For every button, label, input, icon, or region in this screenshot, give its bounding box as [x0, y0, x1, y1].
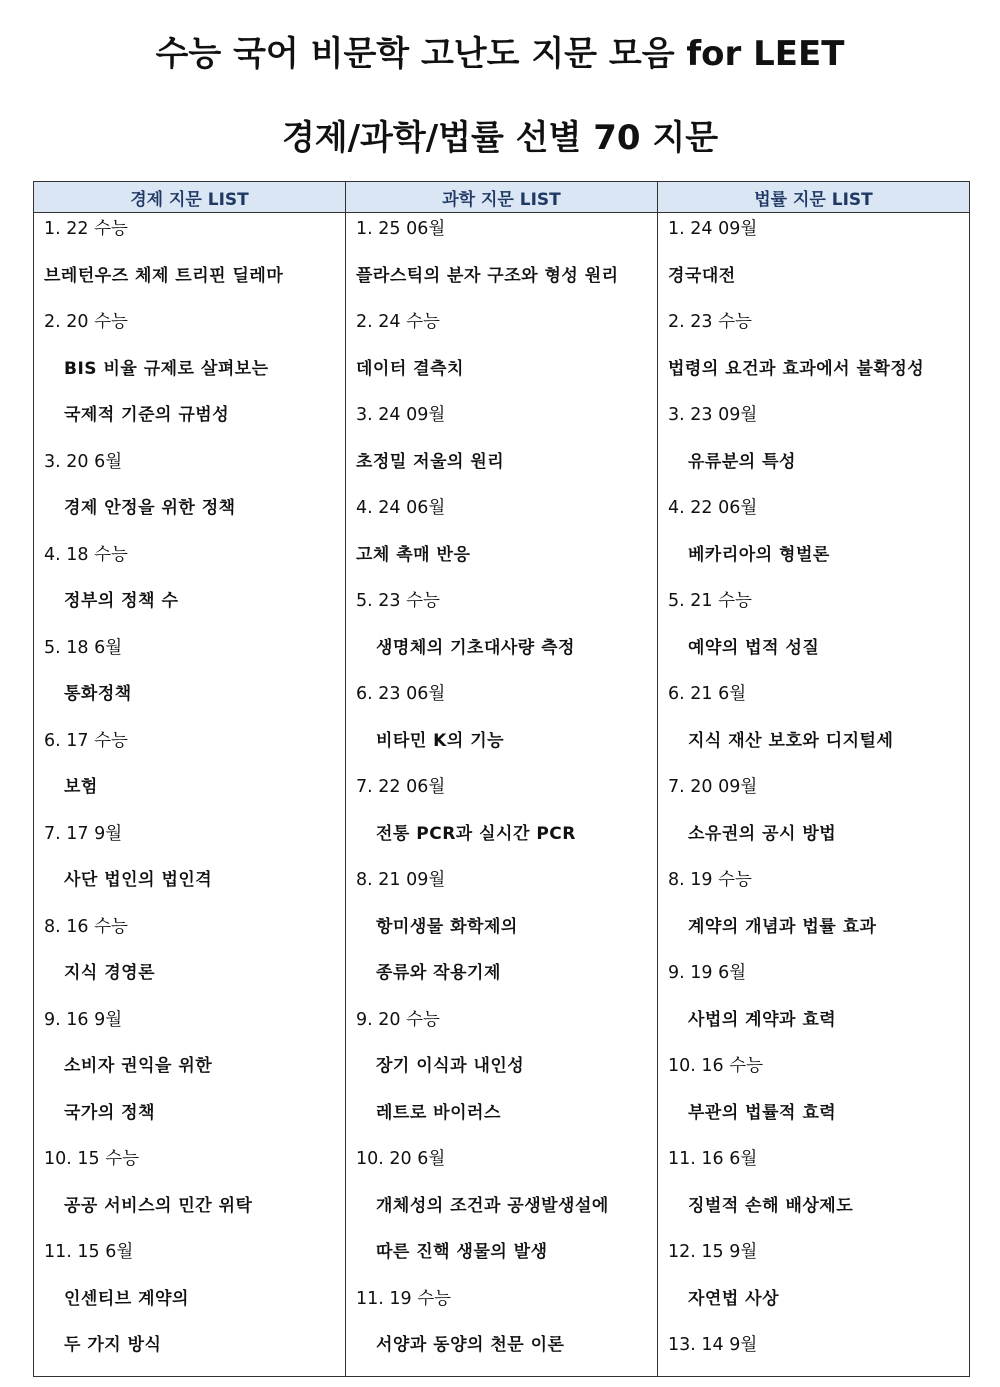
- passage-title-line: 장기 이식과 내인성: [376, 1056, 525, 1076]
- passage-title-line: 초정밀 저울의 원리: [356, 451, 505, 472]
- passage-title-line: 레트로 바이러스: [376, 1102, 501, 1123]
- passage-title-line: 자연법 사상: [688, 1288, 780, 1309]
- passage-number-line: 4. 22 06월: [668, 498, 758, 518]
- passage-title-line: 사단 법인의 법인격: [64, 870, 213, 890]
- passage-title-line: 통화정책: [64, 684, 132, 704]
- passage-number-line: 3. 20 6월: [44, 451, 123, 472]
- passage-title-line: 고체 촉매 반응: [356, 544, 471, 565]
- science-column-header: 과학 지문 LIST: [346, 182, 658, 213]
- passage-title-line: 전통 PCR과 실시간 PCR: [376, 823, 576, 844]
- economics-column: [34, 213, 346, 1377]
- passage-title-line: 항미생물 화학제의: [376, 916, 518, 937]
- passage-list-table: [33, 181, 970, 1377]
- passage-title-line: 소비자 권익을 위한: [64, 1056, 213, 1076]
- passage-title-line: 지식 경영론: [64, 963, 156, 983]
- passage-number-line: 1. 24 09월: [668, 219, 758, 239]
- economics-column-header: 경제 지문 LIST: [34, 182, 346, 213]
- document-title: 수능 국어 비문학 고난도 지문 모음 for LEET: [155, 34, 845, 74]
- passage-number-line: 11. 16 6월: [668, 1149, 758, 1169]
- passage-number-line: 5. 18 6월: [44, 637, 123, 658]
- passage-title-line: 데이터 결측치: [356, 358, 464, 379]
- passage-number-line: 5. 23 수능: [356, 591, 440, 611]
- passage-number-line: 7. 22 06월: [356, 777, 446, 797]
- passage-number-line: 2. 23 수능: [668, 312, 752, 332]
- passage-number-line: 7. 17 9월: [44, 823, 123, 844]
- passage-number-line: 6. 21 6월: [668, 684, 747, 704]
- passage-number-line: 10. 20 6월: [356, 1149, 446, 1169]
- passage-title-line: 법령의 요건과 효과에서 불확정성: [668, 358, 925, 379]
- passage-title-line: 따른 진핵 생물의 발생: [376, 1242, 548, 1262]
- passage-title-line: 생명체의 기초대사량 측정: [376, 637, 575, 658]
- passage-number-line: 2. 24 수능: [356, 312, 440, 332]
- passage-title-line: 소유권의 공시 방법: [688, 823, 837, 844]
- passage-title-line: 개체성의 조건과 공생발생설에: [376, 1195, 609, 1216]
- passage-number-line: 5. 21 수능: [668, 591, 752, 611]
- passage-title-line: 서양과 동양의 천문 이론: [376, 1335, 565, 1355]
- law-column-header: 법률 지문 LIST: [658, 182, 970, 213]
- passage-title-line: 두 가지 방식: [64, 1335, 162, 1355]
- passage-number-line: 10. 15 수능: [44, 1149, 140, 1169]
- passage-title-line: 정부의 정책 수: [64, 591, 179, 611]
- passage-title-line: 지식 재산 보호와 디지털세: [688, 730, 894, 751]
- passage-title-line: 브레턴우즈 체제 트리핀 딜레마: [44, 265, 284, 286]
- passage-number-line: 11. 19 수능: [356, 1288, 452, 1309]
- science-list: [346, 206, 657, 1369]
- passage-title-line: 계약의 개념과 법률 효과: [688, 916, 877, 937]
- passage-number-line: 9. 19 6월: [668, 963, 747, 983]
- passage-title-line: 베카리아의 형벌론: [688, 544, 830, 565]
- science-column: [346, 213, 658, 1377]
- passage-number-line: 4. 24 06월: [356, 498, 446, 518]
- passage-number-line: 6. 23 06월: [356, 684, 446, 704]
- passage-number-line: 10. 16 수능: [668, 1056, 764, 1076]
- economics-list: [34, 206, 345, 1369]
- passage-title-line: 경제 안정을 위한 정책: [64, 498, 236, 518]
- passage-title-line: 국제적 기준의 규범성: [64, 405, 230, 425]
- table-body-row: [34, 213, 970, 1377]
- law-column: [658, 213, 970, 1377]
- passage-number-line: 6. 17 수능: [44, 730, 128, 751]
- passage-number-line: 3. 24 09월: [356, 405, 446, 425]
- passage-number-line: 7. 20 09월: [668, 777, 758, 797]
- passage-title-line: 예약의 법적 성질: [688, 637, 820, 658]
- passage-number-line: 9. 16 9월: [44, 1009, 123, 1030]
- passage-title-line: 보험: [64, 777, 98, 797]
- passage-number-line: 1. 25 06월: [356, 219, 446, 239]
- passage-number-line: 8. 16 수능: [44, 916, 128, 937]
- passage-number-line: 11. 15 6월: [44, 1242, 134, 1262]
- law-list: [658, 206, 969, 1369]
- passage-title-line: 유류분의 특성: [688, 451, 796, 472]
- passage-title-line: 인센티브 계약의: [64, 1288, 189, 1309]
- passage-number-line: 1. 22 수능: [44, 219, 128, 239]
- passage-title-line: 징벌적 손해 배상제도: [688, 1195, 854, 1216]
- passage-number-line: 3. 23 09월: [668, 405, 758, 425]
- passage-title-line: 사법의 계약과 효력: [688, 1009, 837, 1030]
- passage-title-line: 부관의 법률적 효력: [688, 1102, 837, 1123]
- passage-title-line: 플라스틱의 분자 구조와 형성 원리: [356, 265, 619, 286]
- passage-number-line: 12. 15 9월: [668, 1242, 758, 1262]
- passage-title-line: 종류와 작용기제: [376, 963, 501, 983]
- passage-title-line: 경국대전: [668, 265, 736, 286]
- passage-title-line: 공공 서비스의 민간 위탁: [64, 1195, 253, 1216]
- passage-title-line: BIS 비율 규제로 살펴보는: [64, 358, 269, 379]
- passage-number-line: 13. 14 9월: [668, 1335, 758, 1355]
- passage-number-line: 9. 20 수능: [356, 1009, 440, 1030]
- passage-number-line: 4. 18 수능: [44, 544, 128, 565]
- passage-number-line: 8. 21 09월: [356, 870, 446, 890]
- passage-title-line: 비타민 K의 기능: [376, 730, 505, 751]
- document-subtitle: 경제/과학/법률 선별 70 지문: [281, 118, 719, 158]
- passage-number-line: 8. 19 수능: [668, 870, 752, 890]
- passage-number-line: 2. 20 수능: [44, 312, 128, 332]
- passage-title-line: 국가의 정책: [64, 1102, 156, 1123]
